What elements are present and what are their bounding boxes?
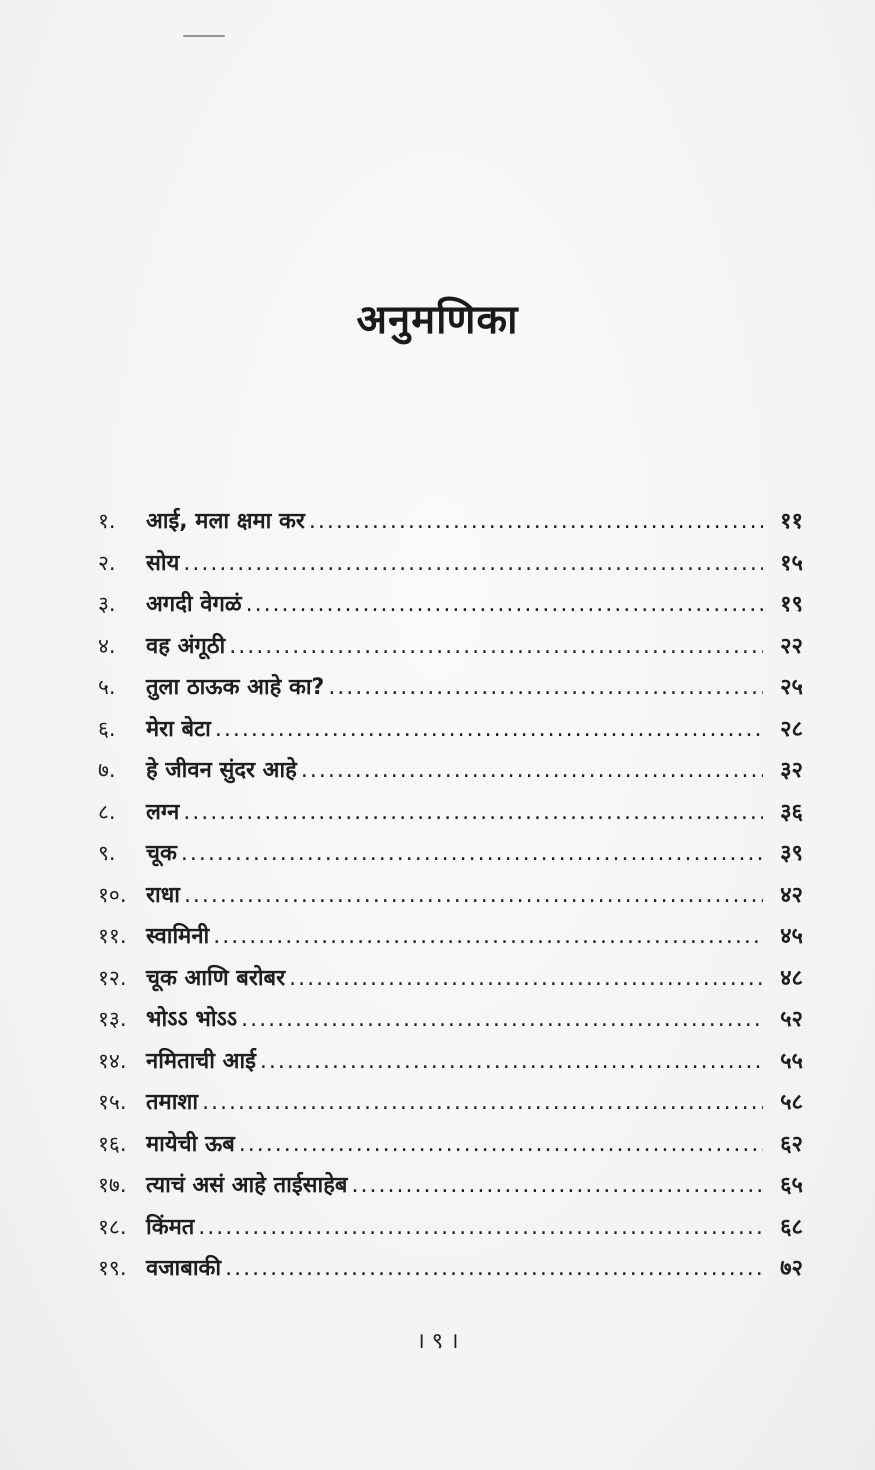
toc-entry-title: हे जीवन सुंदर आहे: [146, 758, 297, 783]
dot-leader: [183, 551, 763, 576]
dot-leader: [181, 841, 763, 866]
dot-leader: [328, 675, 763, 700]
toc-entry-number: १.: [98, 509, 116, 533]
toc-entry-title: मेरा बेटा: [146, 716, 211, 742]
toc-entry: [98, 1045, 803, 1087]
toc-entry-page: १९: [780, 592, 803, 617]
dot-leader: [225, 1256, 763, 1281]
dot-leader: [241, 1007, 763, 1032]
toc-entry-page: ४५: [780, 924, 803, 949]
toc-entry-title: त्याचं असं आहे ताईसाहेब: [146, 1173, 348, 1198]
toc-entry-number: १२.: [98, 965, 127, 990]
toc-entry-page: ४८: [780, 965, 803, 991]
dot-leader: [183, 800, 763, 825]
toc-entry-page: ४२: [780, 882, 803, 908]
dot-leader: [198, 1215, 763, 1240]
toc-entry-page: ६५: [780, 1173, 803, 1198]
toc-entry-title: चूक आणि बरोबर: [146, 965, 286, 991]
toc-entry: [98, 879, 803, 921]
toc-entry-title: किंमत: [146, 1214, 195, 1240]
toc-entry-page: ३२: [780, 758, 803, 783]
toc-entry-page: ६८: [780, 1214, 803, 1240]
toc-entry: [98, 671, 803, 713]
dot-leader: [301, 758, 763, 783]
toc-entry: [98, 1086, 803, 1128]
toc-entry-title: मायेची ऊब: [146, 1131, 235, 1157]
toc-entry-title: आई, मला क्षमा कर: [146, 509, 305, 534]
toc-entry-page: ११: [780, 509, 803, 534]
toc-entry-title: स्वामिनी: [146, 924, 210, 949]
toc-entry-page: ५५: [780, 1048, 803, 1074]
toc-entry-title: वजाबाकी: [146, 1256, 222, 1281]
toc-entry-page: १५: [780, 550, 803, 576]
toc-entry: [98, 505, 803, 547]
toc-entry-title: वह अंगूठी: [146, 633, 226, 659]
toc-entry-page: २२: [780, 633, 803, 659]
dot-leader: [213, 924, 763, 949]
toc-entry-number: ७.: [98, 758, 116, 782]
toc-entry-number: १५.: [98, 1090, 127, 1114]
toc-entry: [98, 1252, 803, 1294]
dot-leader: [309, 509, 763, 534]
toc-entry-page: ५८: [780, 1090, 803, 1115]
toc-entry-number: १९.: [98, 1256, 127, 1280]
toc-entry: [98, 1211, 803, 1253]
toc-entry-page: ७२: [780, 1256, 803, 1281]
toc-entry-title: चूक: [146, 841, 177, 866]
table-of-contents: [98, 505, 803, 1294]
toc-entry-title: भोऽऽ भोऽऽ: [146, 1007, 238, 1032]
toc-entry: [98, 962, 803, 1004]
toc-entry-title: तुला ठाऊक आहे का?: [146, 675, 325, 700]
toc-entry-number: ११.: [98, 924, 127, 948]
toc-entry-number: २.: [98, 550, 116, 575]
toc-entry-title: लग्न: [146, 799, 180, 825]
toc-entry-number: १४.: [98, 1048, 127, 1073]
toc-entry-number: १७.: [98, 1173, 127, 1197]
toc-entry-title: अगदी वेगळं: [146, 592, 242, 617]
dot-leader: [184, 883, 763, 908]
dot-leader: [215, 717, 763, 742]
toc-entry: [98, 1003, 803, 1045]
dot-leader: [229, 634, 763, 659]
dot-leader: [202, 1090, 763, 1115]
toc-entry: [98, 1128, 803, 1170]
toc-entry-page: ३६: [780, 799, 803, 825]
toc-entry-number: ३.: [98, 592, 116, 616]
toc-entry-page: ५२: [780, 1007, 803, 1032]
toc-entry-number: १३.: [98, 1007, 127, 1031]
toc-entry-title: नमिताची आई: [146, 1048, 256, 1074]
toc-entry-page: २५: [780, 675, 803, 700]
ink-mark: [183, 35, 225, 37]
toc-entry: [98, 837, 803, 879]
dot-leader: [239, 1132, 763, 1157]
toc-entry: [98, 588, 803, 630]
toc-entry-number: ८.: [98, 799, 116, 824]
toc-entry-number: १८.: [98, 1214, 127, 1239]
toc-entry-number: ५.: [98, 675, 116, 699]
toc-entry: [98, 920, 803, 962]
toc-entry-number: ४.: [98, 633, 116, 658]
toc-entry: [98, 547, 803, 589]
toc-entry-number: १६.: [98, 1131, 127, 1156]
dot-leader: [246, 592, 763, 617]
toc-entry: [98, 754, 803, 796]
toc-entry-page: ६२: [780, 1131, 803, 1157]
page-number: । ९ ।: [416, 1329, 459, 1354]
toc-entry-number: ६.: [98, 716, 116, 741]
toc-entry: [98, 796, 803, 838]
toc-entry-page: ३९: [780, 841, 803, 866]
dot-leader: [260, 1049, 763, 1074]
toc-entry: [98, 1169, 803, 1211]
toc-entry-number: १०.: [98, 882, 127, 907]
toc-entry-title: सोय: [146, 550, 180, 576]
page-title: अनुमणिका: [356, 297, 519, 343]
toc-entry-title: तमाशा: [146, 1090, 199, 1115]
toc-entry: [98, 713, 803, 755]
toc-entry: [98, 630, 803, 672]
toc-entry-number: ९.: [98, 841, 116, 865]
toc-entry-page: २८: [780, 716, 803, 742]
toc-entry-title: राधा: [146, 882, 180, 908]
dot-leader: [352, 1173, 764, 1198]
dot-leader: [289, 966, 763, 991]
